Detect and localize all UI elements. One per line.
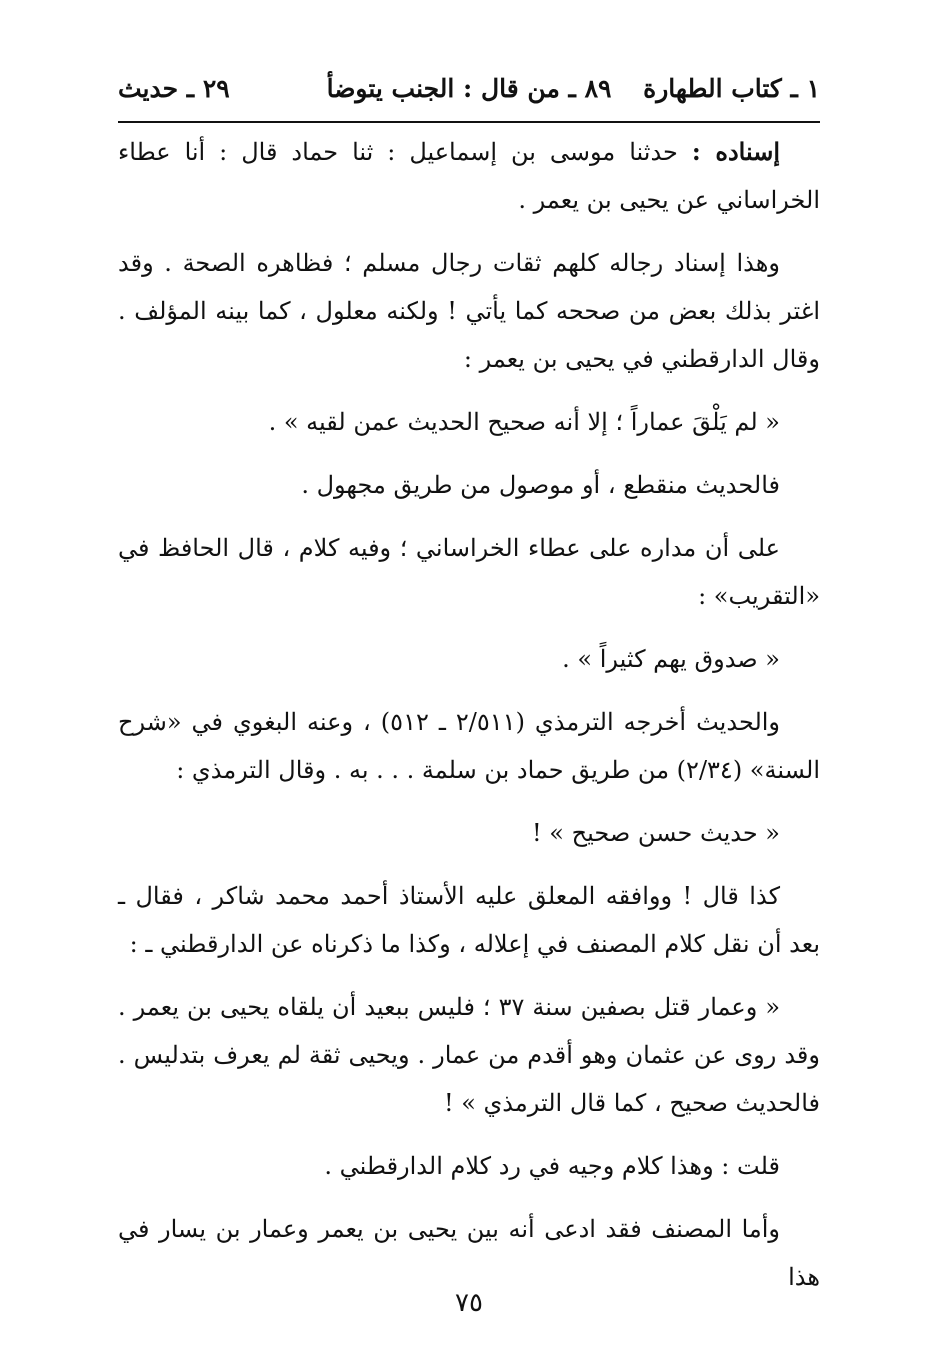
header-book-title: ١ ـ كتاب الطهارة — [643, 74, 820, 103]
paragraph: والحديث أخرجه الترمذي (٢/٥١١ ـ ٥١٢) ، وعنه البغوي في «شرح السنة» (٢/٣٤) من طريق حماد بن سلمة . . . به . وقال الترمذي : — [118, 708, 820, 784]
quote-paragraph: « لم يَلْقَ عماراً ؛ إلا أنه صحيح الحديث عمن لقيه » . — [268, 408, 780, 436]
paragraph: كذا قال ! ووافقه المعلق عليه الأستاذ أحمد محمد شاكر ، فقال ـ بعد أن نقل كلام المصنف في إعلاله ، وكذا ما ذكرناه عن الدارقطني ـ : — [118, 882, 820, 958]
header-chapter-title: ٨٩ ـ من قال : الجنب يتوضأ — [326, 74, 612, 103]
page-body — [118, 128, 820, 1316]
page-number: ٧٥ — [455, 1288, 483, 1318]
running-header — [118, 70, 820, 120]
paragraph: قلت : وهذا كلام وجيه في رد كلام الدارقطني . — [324, 1152, 780, 1180]
quote-paragraph: « وعمار قتل بصفين سنة ٣٧ ؛ فليس ببعيد أن يلقاه يحيى بن يعمر . وقد روى عن عثمان وهو أقدم من عمار . ويحيى ثقة لم يعرف بتدليس . فالحديث صحيح ، كما قال الترمذي » ! — [118, 993, 820, 1117]
header-rule — [118, 121, 820, 123]
paragraph: على أن مداره على عطاء الخراساني ؛ وفيه كلام ، قال الحافظ في «التقريب» : — [118, 534, 820, 610]
paragraph: فالحديث منقطع ، أو موصول من طريق مجهول . — [301, 471, 780, 499]
paragraph: وأما المصنف فقد ادعى أنه بين يحيى بن يعمر وعمار بن يسار في هذا — [118, 1215, 820, 1291]
isnad-text: حدثنا موسى بن إسماعيل : ثنا حماد قال : أنا عطاء الخراساني عن يحيى بن يعمر . — [118, 138, 820, 214]
paragraph-isnad — [118, 128, 820, 224]
isnad-label: إسناده : — [691, 137, 780, 166]
quote-paragraph: « صدوق يهم كثيراً » . — [562, 645, 780, 673]
header-hadith-number: ٢٩ ـ حديث — [118, 74, 230, 103]
paragraph: وهذا إسناد رجاله كلهم ثقات رجال مسلم ؛ فظاهره الصحة . وقد اغتر بذلك بعض من صححه كما يأتي ! ولكنه معلول ، كما بينه المؤلف . وقال الدارقطني في يحيى بن يعمر : — [118, 249, 820, 373]
quote-paragraph: « حديث حسن صحيح » ! — [532, 819, 780, 847]
